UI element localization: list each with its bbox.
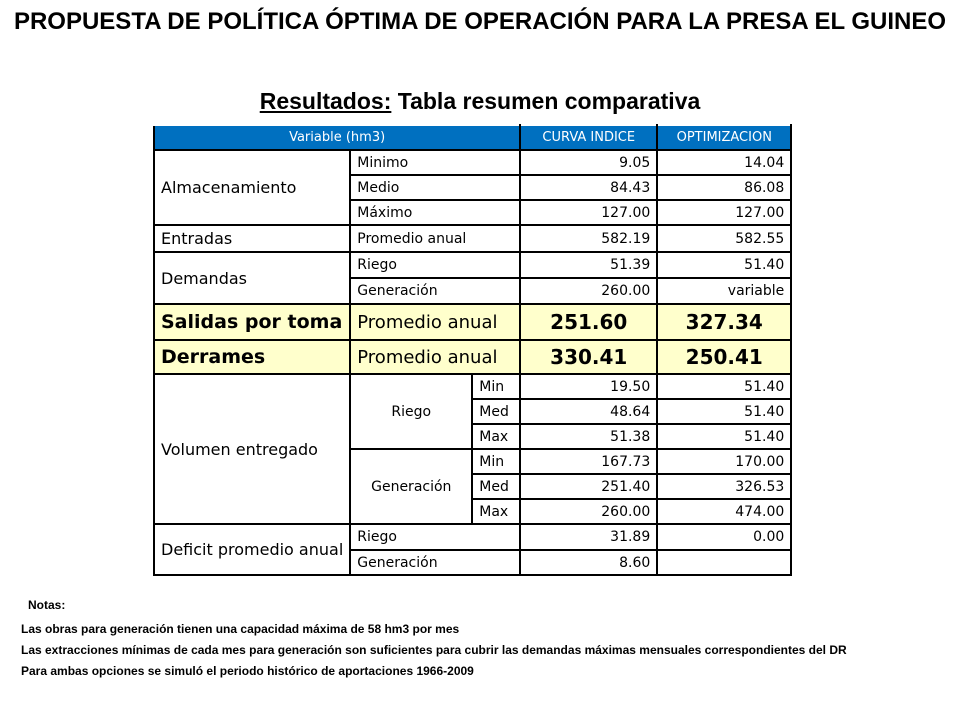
note-item: Las extracciones mínimas de cada mes para generación son suficientes para cubrir las demandas máximas mensuales correspondientes del DR [21, 643, 847, 657]
note-item: Las obras para generación tienen una capacidad máxima de 58 hm3 por mes [21, 622, 460, 636]
subtitle-prefix: Resultados: [259, 88, 392, 114]
row-sub-label: Riego [350, 524, 520, 550]
curva-value: 84.43 [520, 175, 657, 200]
stat-label: Min [472, 374, 520, 399]
optim-value: 51.40 [657, 252, 791, 278]
header-variable: Variable (hm3) [154, 125, 520, 150]
stat-label: Min [472, 449, 520, 474]
header-row [154, 125, 791, 150]
curva-value: 251.60 [520, 304, 657, 340]
notes-section [21, 598, 951, 685]
curva-value: 9.05 [520, 150, 657, 175]
optim-value: 51.40 [657, 374, 791, 399]
page-subtitle [0, 86, 960, 116]
volumen-riego-label: Riego [350, 374, 472, 449]
row-sub-label: Generación [350, 278, 520, 304]
deficit-label: Deficit promedio anual [154, 524, 350, 575]
table-row [154, 340, 791, 374]
notes-heading: Notas: [28, 598, 66, 612]
page-title: PROPUESTA DE POLÍTICA ÓPTIMA DE OPERACIÓN PARA LA PRESA EL GUINEO [13, 8, 947, 35]
stat-label: Med [472, 474, 520, 499]
optim-value [657, 550, 791, 575]
row-sub-label: Minimo [350, 150, 520, 175]
optim-value: variable [657, 278, 791, 304]
curva-value: 19.50 [520, 374, 657, 399]
curva-value: 260.00 [520, 499, 657, 524]
table-row [154, 252, 791, 278]
table-row [154, 225, 791, 252]
table-row [154, 374, 791, 399]
curva-value: 330.41 [520, 340, 657, 374]
volumen-generacion-label: Generación [350, 449, 472, 524]
optim-value: 327.34 [657, 304, 791, 340]
curva-value: 260.00 [520, 278, 657, 304]
row-sub-label: Máximo [350, 200, 520, 225]
optim-value: 582.55 [657, 225, 791, 252]
derrames-label: Derrames [154, 340, 350, 374]
row-sub-label: Medio [350, 175, 520, 200]
row-sub-label: Promedio anual [350, 225, 520, 252]
volumen-label: Volumen entregado [154, 374, 350, 524]
subtitle-rest: Tabla resumen comparativa [391, 88, 701, 114]
demandas-label: Demandas [154, 252, 350, 304]
comparison-table [153, 124, 792, 576]
row-sub-label: Generación [350, 550, 520, 575]
optim-value: 127.00 [657, 200, 791, 225]
optim-value: 0.00 [657, 524, 791, 550]
optim-value: 86.08 [657, 175, 791, 200]
optim-value: 51.40 [657, 424, 791, 449]
stat-label: Max [472, 424, 520, 449]
entradas-label: Entradas [154, 225, 350, 252]
curva-value: 127.00 [520, 200, 657, 225]
curva-value: 582.19 [520, 225, 657, 252]
header-optimizacion: OPTIMIZACION [657, 125, 791, 150]
curva-value: 8.60 [520, 550, 657, 575]
almacenamiento-label: Almacenamiento [154, 150, 350, 225]
optim-value: 250.41 [657, 340, 791, 374]
curva-value: 51.38 [520, 424, 657, 449]
row-sub-label: Promedio anual [350, 304, 520, 340]
curva-value: 167.73 [520, 449, 657, 474]
table-row [154, 150, 791, 175]
curva-value: 48.64 [520, 399, 657, 424]
salidas-label: Salidas por toma [154, 304, 350, 340]
stat-label: Med [472, 399, 520, 424]
header-curva-indice: CURVA INDICE [520, 125, 657, 150]
optim-value: 170.00 [657, 449, 791, 474]
stat-label: Max [472, 499, 520, 524]
curva-value: 51.39 [520, 252, 657, 278]
row-sub-label: Promedio anual [350, 340, 520, 374]
note-item: Para ambas opciones se simuló el periodo histórico de aportaciones 1966-2009 [21, 664, 474, 678]
optim-value: 474.00 [657, 499, 791, 524]
optim-value: 326.53 [657, 474, 791, 499]
optim-value: 51.40 [657, 399, 791, 424]
row-sub-label: Riego [350, 252, 520, 278]
table-row [154, 304, 791, 340]
curva-value: 251.40 [520, 474, 657, 499]
optim-value: 14.04 [657, 150, 791, 175]
curva-value: 31.89 [520, 524, 657, 550]
table-row [154, 524, 791, 550]
